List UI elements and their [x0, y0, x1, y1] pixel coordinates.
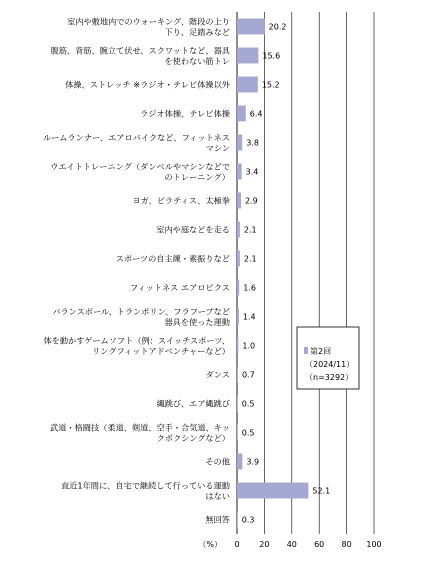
- value-label: 3.4: [245, 167, 259, 177]
- legend-series-name: 第2回: [310, 347, 332, 356]
- bar: [237, 454, 242, 470]
- category-label: クボクシングなど）: [156, 432, 230, 443]
- category-label: を使わない筋トレ: [164, 55, 230, 66]
- category-label: スポーツの自主練・素振りなど: [115, 253, 230, 264]
- x-tick-label: 100: [366, 540, 382, 549]
- category-label: ヨガ、ピラティス、太極拳: [132, 195, 230, 206]
- legend: [297, 327, 359, 389]
- category-label: 下り、足踏みなど: [164, 26, 230, 37]
- x-tick-label: 40: [286, 540, 297, 549]
- category-label: フィットネス エアロビクス: [129, 282, 230, 293]
- value-label: 0.5: [241, 428, 255, 438]
- bar: [237, 135, 242, 151]
- x-tick-label: 80: [341, 540, 352, 549]
- bar: [237, 77, 258, 93]
- value-label: 15.2: [261, 80, 280, 90]
- category-label: ダンス: [205, 369, 230, 380]
- value-label: 0.7: [241, 370, 255, 380]
- bar: [237, 396, 238, 412]
- category-label: ラジオ体操、テレビ体操: [140, 108, 230, 119]
- value-label: 2.9: [244, 196, 258, 206]
- value-label: 0.5: [241, 399, 255, 409]
- category-label: マシン: [205, 142, 230, 153]
- category-label: 無回答: [205, 514, 230, 525]
- bar: [237, 251, 240, 267]
- category-label: バランスボール、トランポリン、フラフープなど: [52, 306, 230, 317]
- category-label: その他: [205, 456, 230, 467]
- bar: [237, 367, 238, 383]
- legend-sample-size: （n=3292）: [305, 373, 354, 382]
- x-axis-unit-label: （%）: [198, 540, 222, 549]
- category-labels: [43, 16, 231, 524]
- category-label: 体操、ストレッチ ※ラジオ・テレビ体操以外: [65, 79, 230, 90]
- category-label: 武道・格闘技（柔道、剣道、空手・合気道、キッ: [50, 422, 230, 433]
- category-label: ルームランナー、エアロバイクなど、フィットネス: [42, 132, 230, 143]
- value-label: 2.1: [243, 254, 257, 264]
- category-label: リングフィットアドベンチャーなど）: [92, 345, 230, 356]
- x-tick-label: 0: [234, 540, 240, 549]
- bar: [237, 483, 308, 499]
- bar: [237, 280, 239, 296]
- bar: [237, 164, 242, 180]
- bar: [237, 309, 239, 325]
- legend-date: （2024/11）: [305, 360, 355, 369]
- value-label: 1.6: [243, 283, 256, 293]
- value-label: 1.4: [242, 312, 256, 322]
- bar: [237, 222, 240, 238]
- category-label: 器具を使った運動: [164, 316, 230, 327]
- category-label: はない: [205, 490, 230, 501]
- bar-layer: [237, 19, 308, 528]
- x-tick-label: 20: [259, 540, 270, 549]
- bar: [237, 193, 241, 209]
- value-label: 2.1: [243, 225, 257, 235]
- value-label: 3.9: [246, 457, 260, 467]
- category-label: ウエイトトレーニング（ダンベルやマシンなどで: [50, 161, 230, 172]
- value-label: 15.6: [262, 51, 281, 61]
- x-axis: [198, 540, 381, 549]
- bar: [237, 48, 258, 64]
- bar: [237, 19, 265, 35]
- category-label: 室内や庭などを走る: [156, 224, 230, 235]
- value-labels: [242, 23, 330, 525]
- value-label: 1.0: [242, 341, 256, 351]
- category-label: 室内や敷地内でのウォーキング、階段の上り: [67, 16, 230, 27]
- category-label: 腹筋、背筋、腕立て伏せ、スクワットなど、器具: [50, 45, 230, 56]
- bar: [237, 106, 246, 122]
- value-label: 3.8: [246, 138, 259, 148]
- x-tick-label: 60: [314, 540, 325, 549]
- value-label: 0.3: [241, 515, 255, 525]
- value-label: 6.4: [249, 109, 263, 119]
- bar: [237, 425, 238, 441]
- bar: [237, 512, 238, 528]
- legend-swatch: [304, 347, 308, 354]
- value-label: 20.2: [268, 22, 287, 32]
- value-label: 52.1: [312, 486, 331, 496]
- category-label: のトレーニング）: [164, 171, 230, 182]
- category-label: 縄跳び、エア縄跳び: [156, 398, 230, 409]
- bar: [237, 338, 238, 354]
- category-label: 体を動かすゲームソフト（例：スイッチスポーツ、: [43, 335, 230, 346]
- category-label: 直近1年間に、自宅で継続して行っている運動: [61, 480, 230, 491]
